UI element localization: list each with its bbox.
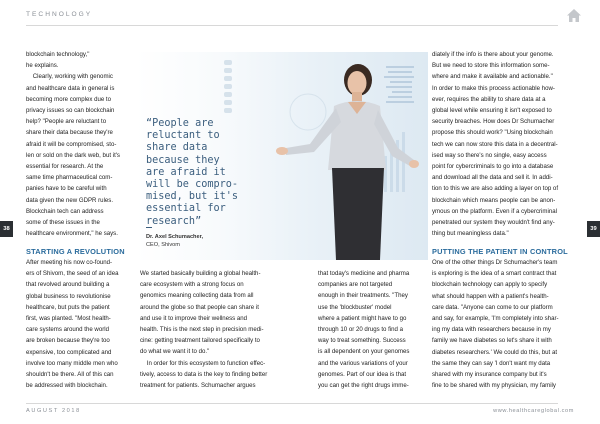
section-label: TECHNOLOGY xyxy=(26,11,93,18)
text-line: and download all the data and sell it. In addi- xyxy=(432,174,553,182)
column-1-bottom xyxy=(26,257,134,391)
text-line: companies are not targeted xyxy=(318,281,393,289)
text-line: essential for research. At the xyxy=(26,163,104,171)
text-line: where a patient might have to go xyxy=(318,314,407,322)
quote-line: essential for xyxy=(146,203,226,215)
page-number-left: 38 xyxy=(0,221,13,237)
text-line: some of these issues in the xyxy=(26,219,100,227)
quote-line: are afraid it xyxy=(146,166,226,178)
home-icon[interactable] xyxy=(566,8,582,23)
text-line: One of the other things Dr Schumacher's team xyxy=(432,259,558,266)
quote-line: mised, but it's xyxy=(146,191,239,203)
section-heading-putting-the-patient-in-control: PUTTING THE PATIENT IN CONTROL xyxy=(432,247,568,256)
text-line: genomes. Part of our idea is that xyxy=(318,370,407,378)
text-line: point for cybercriminals to go into a database xyxy=(432,163,554,171)
text-line: ised way so there's no single, easy access xyxy=(432,151,547,159)
text-line: panies have to be careful with xyxy=(26,185,107,193)
text-line: is all dependent on your genomes xyxy=(318,348,410,356)
text-line: In order to make this process actionable how- xyxy=(432,84,555,92)
text-line: involve too many middle men who xyxy=(26,359,118,367)
text-line: security breaches. How does Dr Schumacher xyxy=(432,118,555,126)
section-heading-starting-a-revolution: STARTING A REVOLUTION xyxy=(26,247,125,256)
text-line: diabetes researchers.' We could do this, but at xyxy=(432,348,558,356)
text-line: len or sold on the dark web, but it's xyxy=(26,151,120,159)
text-line: same time pharmaceutical com- xyxy=(26,174,113,182)
column-3 xyxy=(318,268,424,391)
text-line: penetrated our system they wouldn't find any- xyxy=(432,219,555,227)
text-line: he explains. xyxy=(26,62,59,70)
text-line: data given the new GDPR rules. xyxy=(26,196,114,204)
text-line: way to treat something. Success xyxy=(318,337,406,345)
text-line: and healthcare data in general is xyxy=(26,84,115,92)
quote-line: will be compro- xyxy=(146,179,239,191)
text-line: ymous on the platform. Even if a cybercriminal xyxy=(432,207,557,215)
column-2 xyxy=(140,268,302,391)
text-line: that revolved around building a xyxy=(26,281,110,289)
quote-divider xyxy=(146,227,152,228)
text-line: tion to this we are also adding a layer on top of xyxy=(432,185,559,193)
text-line: care systems around the world xyxy=(26,326,109,334)
text-line: diately if the info is there about your genome. xyxy=(432,51,554,58)
top-divider xyxy=(26,25,558,26)
column-1-top xyxy=(26,49,134,239)
text-line: After meeting his now co-found- xyxy=(26,259,113,266)
text-line: care ecosystem with a strong focus on xyxy=(140,281,244,289)
pull-quote xyxy=(146,118,238,228)
text-line: share their data because they're xyxy=(26,129,113,137)
text-line: privacy issues so can blockchain xyxy=(26,107,115,115)
text-line: Blockchain tech can address xyxy=(26,207,104,215)
text-line: becoming more complex due to xyxy=(26,95,112,103)
quote-line: because they xyxy=(146,154,220,166)
text-line: use the 'blockbuster' model xyxy=(318,303,392,311)
text-line: thing but meaningless data." xyxy=(432,230,509,238)
text-line: cine: getting treatment tailored specifically to xyxy=(140,337,260,345)
text-line: shared with my insurance company but it's xyxy=(432,371,547,379)
text-line: In order for this ecosystem to function effec- xyxy=(140,359,266,367)
text-line: But we need to store this information some- xyxy=(432,62,550,70)
text-line: ers of Shivom, the seed of an idea xyxy=(26,270,119,278)
text-line: first, was planted. "Most health- xyxy=(26,315,111,323)
quote-attribution-role: CEO, Shivom xyxy=(146,242,180,248)
text-line: tech we can now store this data in a decentral- xyxy=(432,140,558,148)
text-line: blockchain technology," xyxy=(26,51,90,58)
text-line: afraid it will be compromised, sto- xyxy=(26,140,117,148)
text-line: and the various variations of your xyxy=(318,359,408,367)
text-line: care data. "Anyone can come to our platform xyxy=(432,303,553,311)
text-line: global business to revolutionise xyxy=(26,292,111,300)
text-line: healthcare, but puts the patient xyxy=(26,303,110,311)
text-line: enough in their treatments. "They xyxy=(318,292,408,300)
text-line: shouldn't be there. All of this can xyxy=(26,371,114,379)
text-line: around the globe so that people can share it xyxy=(140,303,259,311)
text-line: Clearly, working with genomic xyxy=(26,73,113,81)
quote-line: reluctant to xyxy=(146,130,220,142)
text-line: and say, for example, 'I'm completely into shar- xyxy=(432,315,559,323)
text-line: health. This is the next step in precision medi- xyxy=(140,326,264,334)
text-line: fine to be shared with my physician, my family xyxy=(432,382,556,390)
text-line: do what we want it to do." xyxy=(140,348,210,356)
text-line: ing my data with researchers because in my xyxy=(432,326,551,334)
quote-line: share data xyxy=(146,142,208,154)
text-line: is exploring is the idea of a smart contract that xyxy=(432,270,557,278)
text-line: what should happen with a patient's health- xyxy=(432,292,549,300)
text-line: help? "People are reluctant to xyxy=(26,118,107,126)
quote-attribution-name: Dr. Axel Schumacher, xyxy=(146,234,203,240)
text-line: that today's medicine and pharma xyxy=(318,270,410,277)
text-line: the same they can say 'I don't want my data xyxy=(432,359,551,367)
quote-line: research” xyxy=(146,215,202,227)
text-line: and use it to improve their wellness and xyxy=(140,314,248,322)
text-line: treatment for patients. Schumacher argues xyxy=(140,382,256,390)
text-line: blockchain technology can apply to specify xyxy=(432,281,548,289)
text-line: where and make it available and actionable." xyxy=(432,73,553,81)
website-link[interactable]: www.healthcareglobal.com xyxy=(493,408,574,414)
text-line: you can get the right drugs imme- xyxy=(318,382,409,390)
text-line: We started basically building a global health- xyxy=(140,270,261,277)
text-line: family we have diabetes so let's share it with xyxy=(432,337,552,345)
text-line: genomics meaning collecting data from all xyxy=(140,292,254,300)
text-line: ever, requires the ability to share data at a xyxy=(432,95,546,103)
text-line: global level while ensuring it isn't exposed to xyxy=(432,107,552,115)
text-line: propose this should work? "Using blockchain xyxy=(432,129,553,137)
page-number-right: 39 xyxy=(587,221,600,237)
text-line: healthcare environment," he says. xyxy=(26,230,118,238)
column-4-bottom xyxy=(432,257,572,391)
column-4-top xyxy=(432,49,572,239)
text-line: are broken because they're too xyxy=(26,337,110,345)
issue-date: AUGUST 2018 xyxy=(26,408,81,414)
quote-line: “People are xyxy=(146,118,214,129)
text-line: blockchain which means people can be anon- xyxy=(432,196,556,204)
text-line: expensive, too complicated and xyxy=(26,348,112,356)
text-line: through 10 or 20 drugs to find a xyxy=(318,326,404,334)
text-line: tively, access to data is the key to finding better xyxy=(140,370,268,378)
bottom-divider xyxy=(26,403,558,404)
text-line: be addressed with blockchain. xyxy=(26,382,108,390)
